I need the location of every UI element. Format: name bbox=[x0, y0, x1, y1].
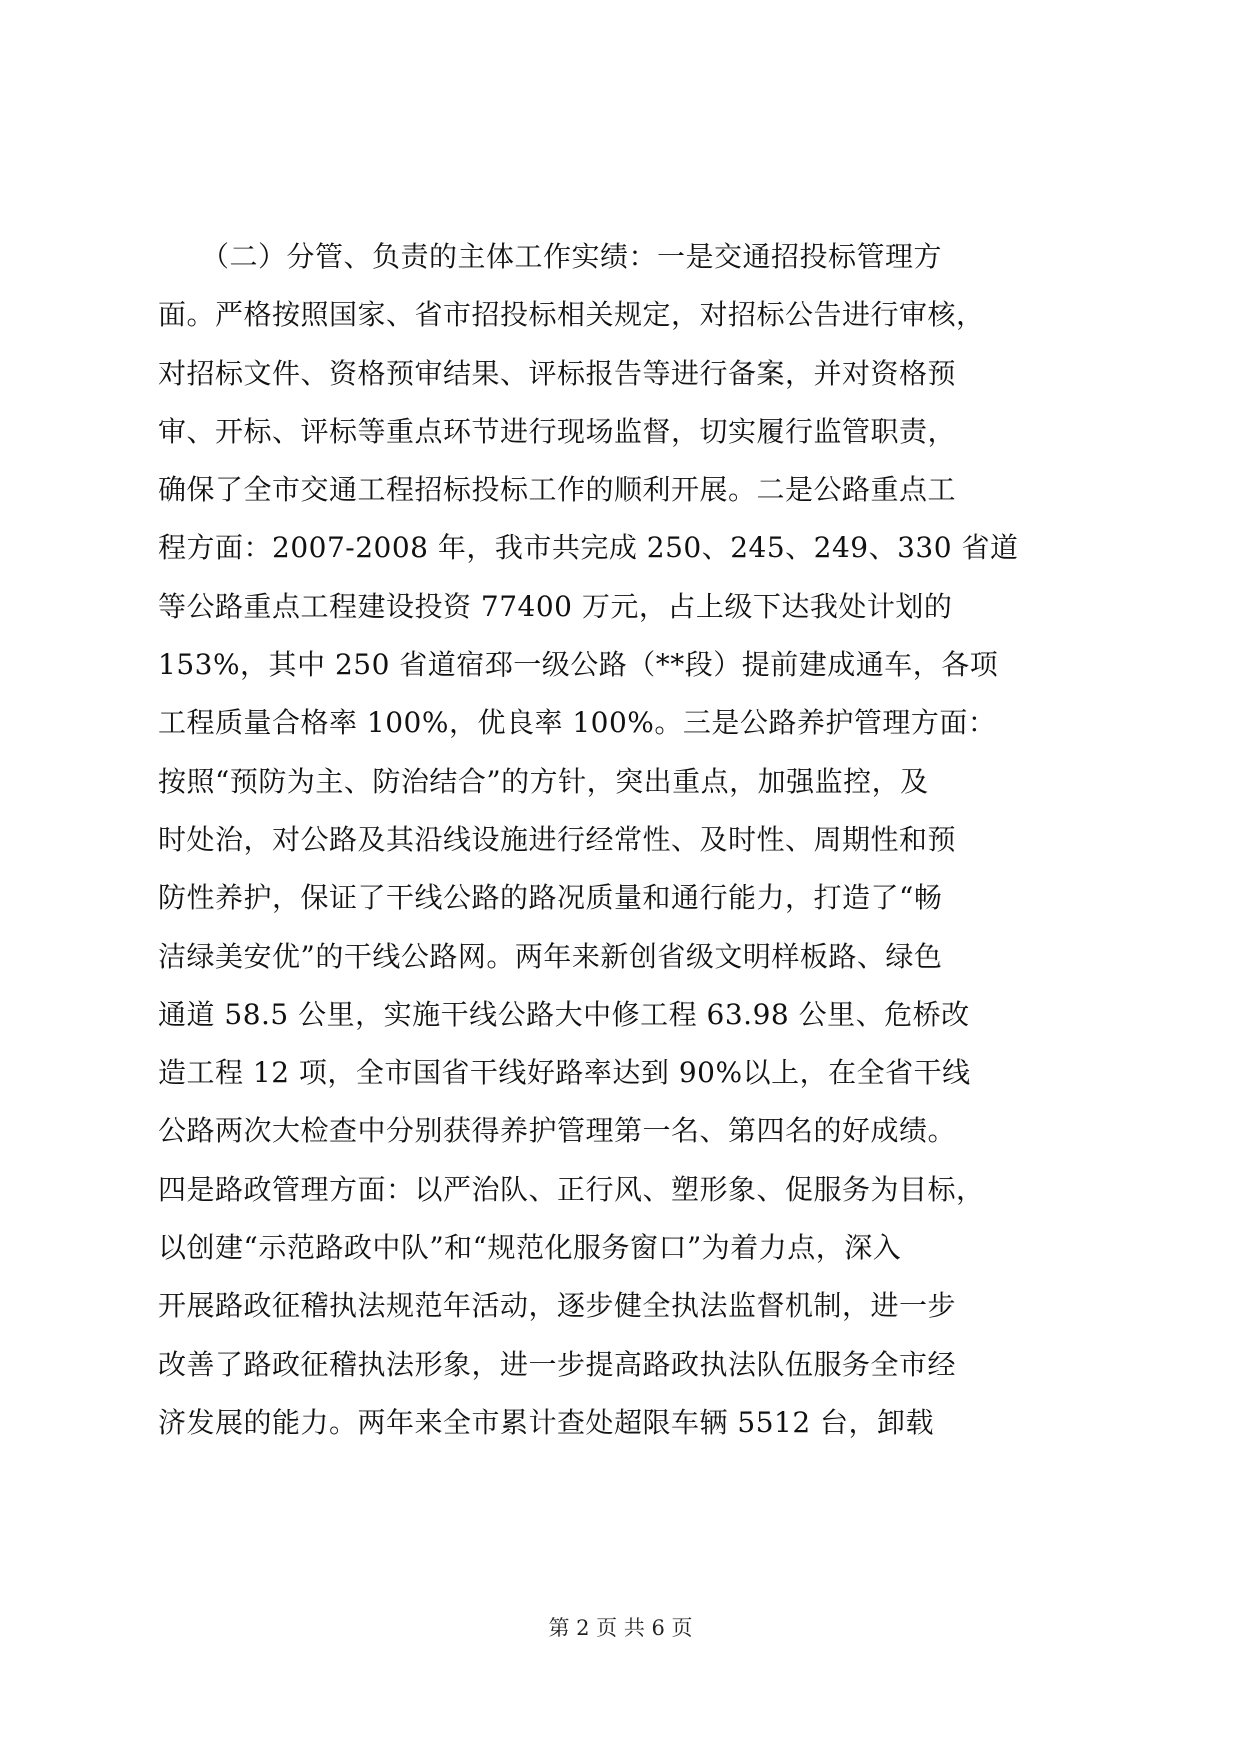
text-line: 公路两次大检查中分别获得养护管理第一名、第四名的好成绩。 bbox=[158, 1114, 957, 1148]
text-line: 以创建“示范路政中队”和“规范化服务窗口”为着力点，深入 bbox=[158, 1231, 902, 1265]
text-line: 确保了全市交通工程招标投标工作的顺利开展。二是公路重点工 bbox=[158, 473, 957, 507]
text-line: 洁绿美安优”的干线公路网。两年来新创省级文明样板路、绿色 bbox=[158, 939, 943, 973]
text-line: 对招标文件、资格预审结果、评标报告等进行备案，并对资格预 bbox=[158, 356, 957, 390]
page-number-footer: 第 2 页 共 6 页 bbox=[548, 1616, 693, 1640]
body-paragraph bbox=[158, 228, 1083, 1452]
text-line: 程方面：2007-2008 年，我市共完成 250、245、249、330 省道 bbox=[158, 531, 1019, 565]
text-line: 济发展的能力。两年来全市累计查处超限车辆 5512 台，卸载 bbox=[158, 1405, 935, 1439]
text-line: 按照“预防为主、防治结合”的方针，突出重点，加强监控，及 bbox=[158, 764, 929, 798]
text-line: 审、开标、评标等重点环节进行现场监督，切实履行监管职责， bbox=[158, 414, 957, 448]
text-line: 153%，其中 250 省道宿邳一级公路（**段）提前建成通车，各项 bbox=[158, 648, 999, 682]
text-line: 造工程 12 项，全市国省干线好路率达到 90%以上，在全省干线 bbox=[158, 1056, 971, 1090]
text-line: 防性养护，保证了干线公路的路况质量和通行能力，打造了“畅 bbox=[158, 881, 943, 915]
text-line: 四是路政管理方面：以严治队、正行风、塑形象、促服务为目标， bbox=[158, 1172, 985, 1206]
text-line: 工程质量合格率 100%，优良率 100%。三是公路养护管理方面： bbox=[158, 706, 997, 740]
text-line: 面。严格按照国家、省市招投标相关规定，对招标公告进行审核， bbox=[158, 298, 985, 332]
text-line: 开展路政征稽执法规范年活动，逐步健全执法监督机制，进一步 bbox=[158, 1289, 957, 1323]
text-line: 改善了路政征稽执法形象，进一步提高路政执法队伍服务全市经 bbox=[158, 1347, 957, 1381]
text-line: 时处治，对公路及其沿线设施进行经常性、及时性、周期性和预 bbox=[158, 822, 957, 856]
text-line: （二）分管、负责的主体工作实绩：一是交通招投标管理方 bbox=[158, 240, 943, 273]
text-line: 通道 58.5 公里，实施干线公路大中修工程 63.98 公里、危桥改 bbox=[158, 997, 970, 1031]
text-line: 等公路重点工程建设投资 77400 万元，占上级下达我处计划的 bbox=[158, 589, 953, 623]
